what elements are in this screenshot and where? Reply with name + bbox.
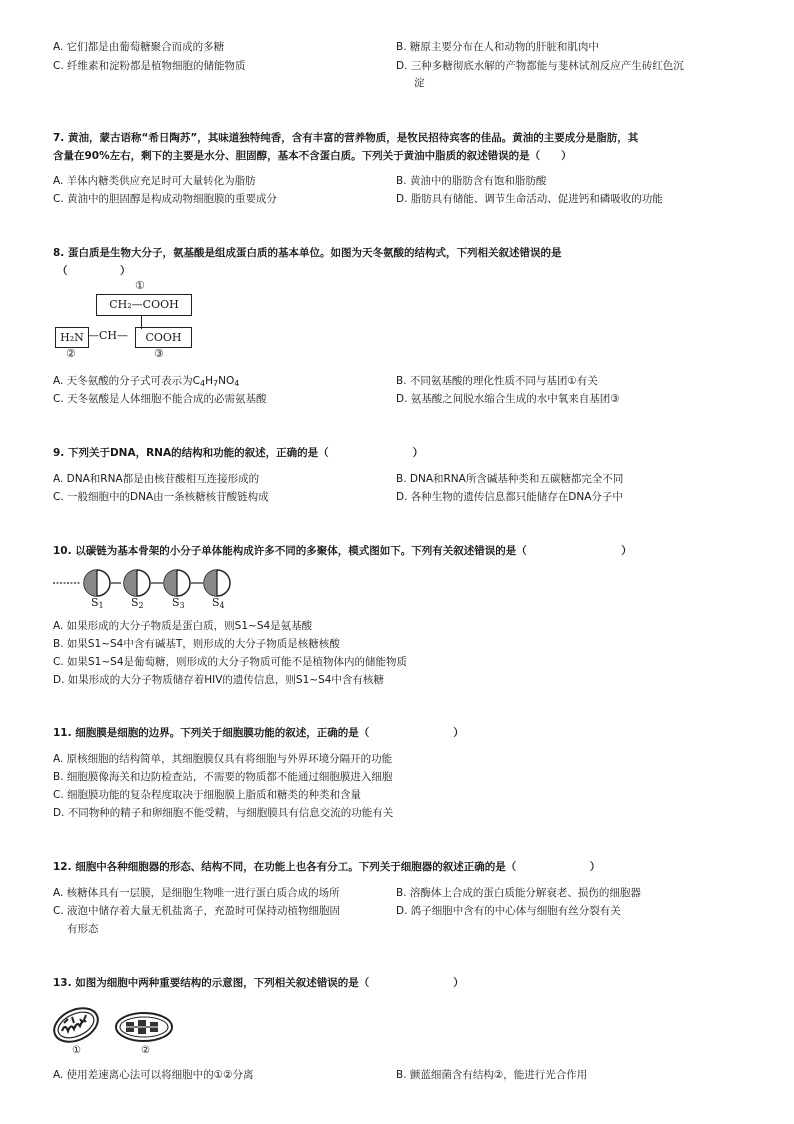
q8-stem-line1: 8. 蛋白质是生物大分子，氨基酸是组成蛋白质的基本单位。如图为天冬氨酸的结构式，下列相关叙述错误的是 xyxy=(53,247,562,259)
mitochondrion-icon xyxy=(50,1005,103,1048)
q6-option-a: A. 它们都是由葡萄糖聚合而成的多糖 xyxy=(53,41,225,53)
q7-stem-line2: 含量在90%左右，剩下的主要是水分、胆固醇，基本不含蛋白质。下列关于黄油中脂质的叙述错误的是（ ） xyxy=(53,150,572,162)
q9-stem: 9. 下列关于DNA，RNA的结构和功能的叙述，正确的是（ ） xyxy=(53,447,424,459)
structure-label-2: ② xyxy=(141,1045,150,1056)
q11-option-a: A. 原核细胞的结构简单，其细胞膜仅具有将细胞与外界环境分隔开的功能 xyxy=(53,753,393,765)
monomer-s3 xyxy=(164,570,190,596)
q11-option-d: D. 不同物种的精子和卵细胞不能受精，与细胞膜具有信息交流的功能有关 xyxy=(53,807,394,819)
q12-option-d: D. 鸽子细胞中含有的中心体与细胞有丝分裂有关 xyxy=(396,905,621,917)
structure-label-1: ① xyxy=(72,1045,81,1056)
side-chain-box: CH₂—COOH xyxy=(96,294,192,316)
q12-option-a: A. 核糖体具有一层膜，是细胞生物唯一进行蛋白质合成的场所 xyxy=(53,887,340,899)
q6-option-b: B. 糖原主要分布在人和动物的肝脏和肌肉中 xyxy=(396,41,599,53)
group-label-1: ① xyxy=(135,279,145,292)
label-s3: $S_3$ xyxy=(172,596,185,610)
q6-option-d-cont: 淀 xyxy=(414,77,425,89)
q8-option-c: C. 天冬氨酸是人体细胞不能合成的必需氨基酸 xyxy=(53,393,267,405)
q7-option-d: D. 脂肪具有储能、调节生命活动、促进钙和磷吸收的功能 xyxy=(396,193,663,205)
q8-option-a: A. 天冬氨酸的分子式可表示为$C_4H_7NO_4$ xyxy=(53,375,240,388)
q10-stem: 10. 以碳链为基本骨架的小分子单体能构成许多不同的多聚体，模式图如下。下列有关叙述错误的是（ ） xyxy=(53,545,632,557)
q7-option-b: B. 黄油中的脂肪含有饱和脂肪酸 xyxy=(396,175,547,187)
carboxyl-group-box: COOH xyxy=(135,327,192,348)
q9-option-d: D. 各种生物的遗传信息都只能储存在DNA分子中 xyxy=(396,491,623,503)
q13-option-a: A. 使用差速离心法可以将细胞中的①②分离 xyxy=(53,1069,254,1081)
q13-option-b: B. 颤蓝细菌含有结构②，能进行光合作用 xyxy=(396,1069,588,1081)
q8-option-b: B. 不同氨基酸的理化性质不同与基团①有关 xyxy=(396,375,598,387)
monomer-s1 xyxy=(84,570,110,596)
q11-option-c: C. 细胞膜功能的复杂程度取决于细胞膜上脂质和糖类的种类和含量 xyxy=(53,789,362,801)
amino-group-box: H₂N xyxy=(55,327,89,348)
q11-stem: 11. 细胞膜是细胞的边界。下列关于细胞膜功能的叙述，正确的是（ ） xyxy=(53,727,464,739)
q8-option-d: D. 氨基酸之间脱水缩合生成的水中氧来自基团③ xyxy=(396,393,620,405)
label-s2: $S_2$ xyxy=(131,596,144,610)
q6-option-c: C. 纤维素和淀粉都是植物细胞的储能物质 xyxy=(53,60,246,72)
q6-option-d: D. 三种多糖彻底水解的产物都能与斐林试剂反应产生砖红色沉 xyxy=(396,60,684,72)
label-s1: $S_1$ xyxy=(91,596,104,610)
q10-option-b: B. 如果S1~S4中含有碱基T，则形成的大分子物质是核糖核酸 xyxy=(53,638,340,650)
q7-option-a: A. 羊体内糖类供应充足时可大量转化为脂肪 xyxy=(53,175,256,187)
q12-option-b: B. 溶酶体上合成的蛋白质能分解衰老、损伤的细胞器 xyxy=(396,887,641,899)
q12-option-c-cont: 有形态 xyxy=(67,923,99,935)
q10-option-d: D. 如果形成的大分子物质储存着HIV的遗传信息，则S1~S4中含有核糖 xyxy=(53,674,384,686)
q7-option-c: C. 黄油中的胆固醇是构成动物细胞膜的重要成分 xyxy=(53,193,278,205)
organelle-structures-diagram xyxy=(50,1005,180,1057)
q9-option-b: B. DNA和RNA所含碱基种类和五碳糖都完全不同 xyxy=(396,473,624,485)
central-carbon: —CH— xyxy=(88,329,129,342)
chloroplast-icon xyxy=(116,1013,172,1041)
label-s4: $S_4$ xyxy=(212,596,225,610)
monomer-s4 xyxy=(204,570,230,596)
group-label-2: ② xyxy=(66,347,76,360)
q13-stem: 13. 如图为细胞中两种重要结构的示意图，下列相关叙述错误的是（ ） xyxy=(53,977,464,989)
q7-stem-line1: 7. 黄油，蒙古语称“希日陶苏”，其味道独特纯香，含有丰富的营养物质，是牧民招待宾客的佳品。黄油的主要成分是脂肪，其 xyxy=(53,132,639,144)
q10-option-a: A. 如果形成的大分子物质是蛋白质，则S1~S4是氨基酸 xyxy=(53,620,313,632)
q12-stem: 12. 细胞中各种细胞器的形态、结构不同，在功能上也各有分工。下列关于细胞器的叙述正确的是（ ） xyxy=(53,861,601,873)
group-label-3: ③ xyxy=(154,347,164,360)
q8-stem-line2: （ ） xyxy=(57,265,131,277)
q12-option-c: C. 液泡中储存着大量无机盐离子，充盈时可保持动植物细胞固 xyxy=(53,905,341,917)
q9-option-c: C. 一般细胞中的DNA由一条核糖核苷酸链构成 xyxy=(53,491,269,503)
q10-option-c: C. 如果S1~S4是葡萄糖，则形成的大分子物质可能不是植物体内的储能物质 xyxy=(53,656,407,668)
monomer-s2 xyxy=(124,570,150,596)
q9-option-a: A. DNA和RNA都是由核苷酸相互连接形成的 xyxy=(53,473,260,485)
q11-option-b: B. 细胞膜像海关和边防检查站，不需要的物质都不能通过细胞膜进入细胞 xyxy=(53,771,393,783)
